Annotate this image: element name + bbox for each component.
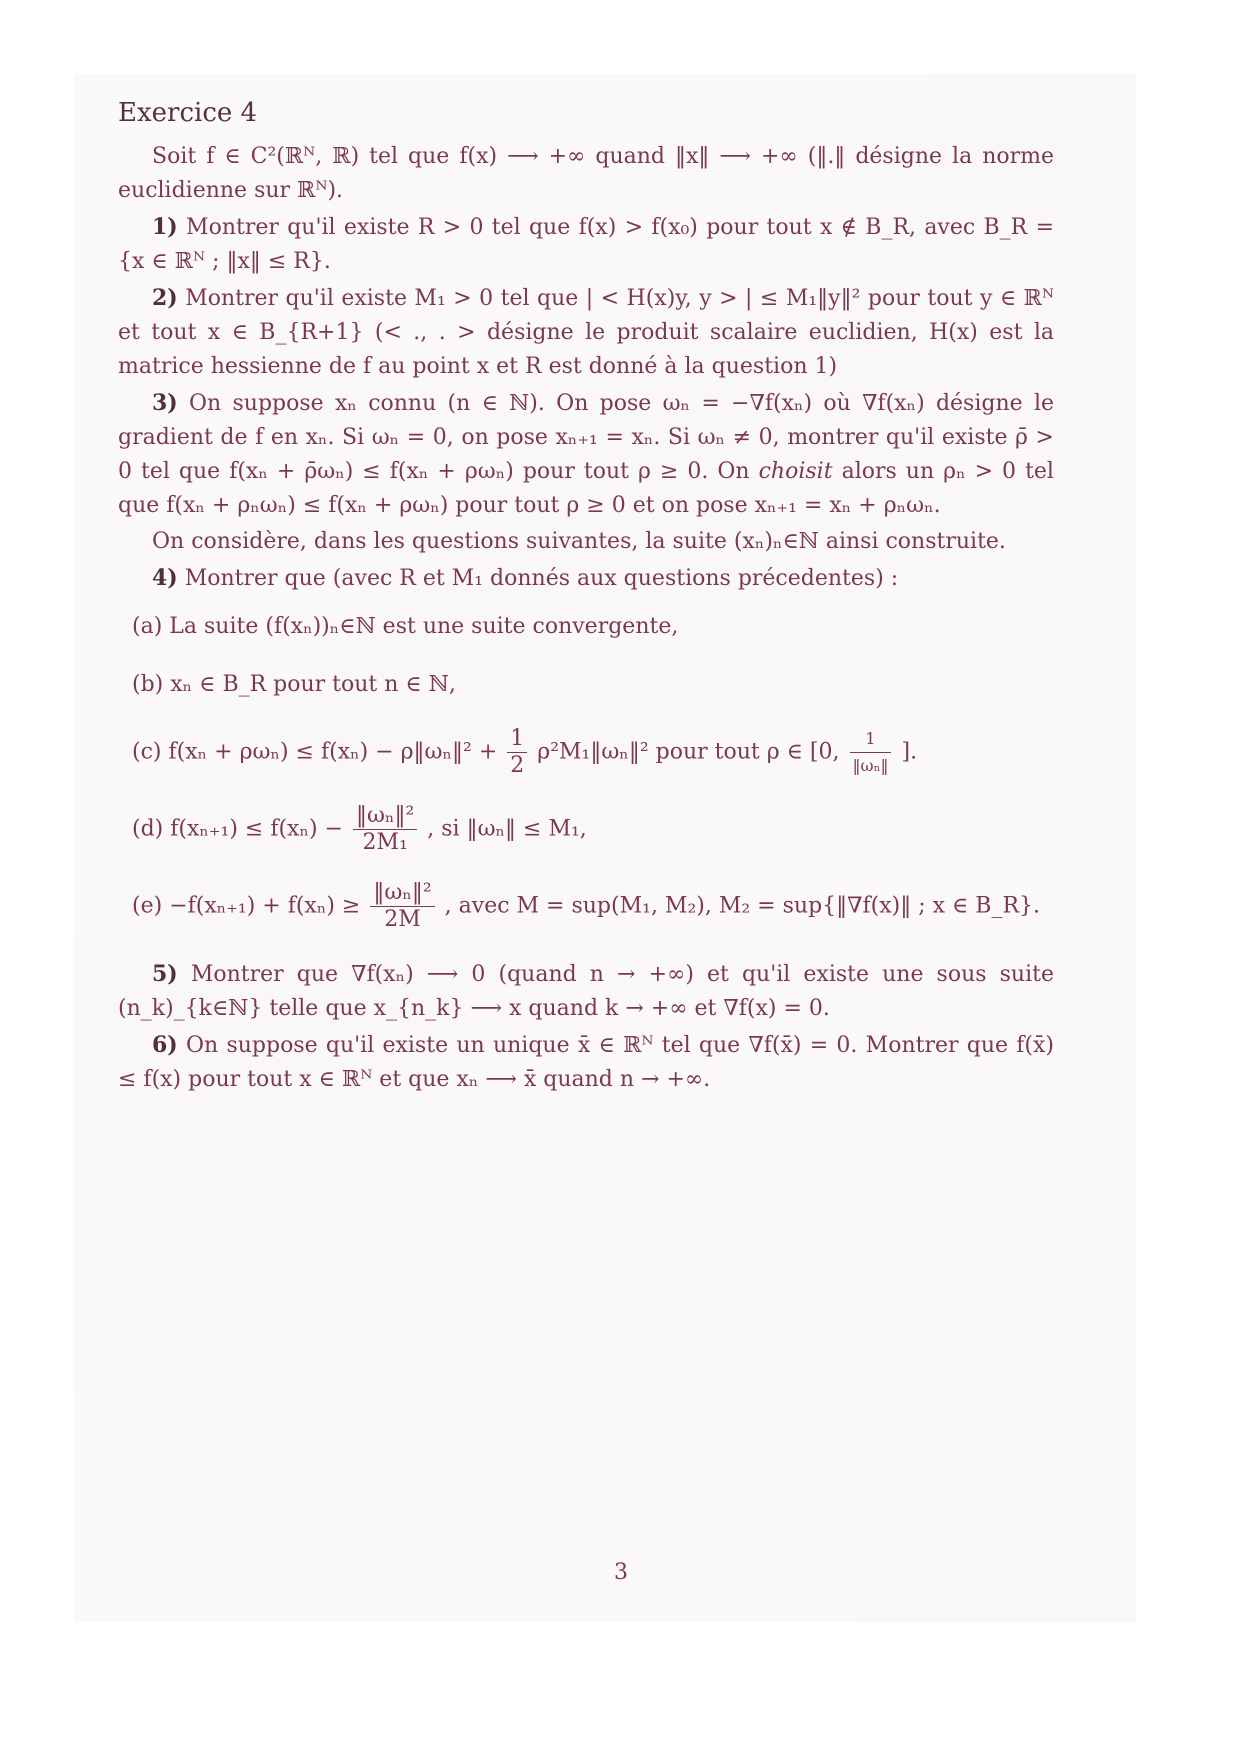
item-d-fraction	[353, 803, 417, 856]
item-a	[132, 610, 1054, 644]
item-c-fraction-2	[850, 726, 892, 779]
exercise-title: Exercice 4	[118, 98, 258, 128]
intro-text: Soit f ∈ C²(ℝᴺ, ℝ) tel que f(x) ⟶ +∞ quand ‖x‖ ⟶ +∞ (‖.‖ désigne la norme euclidienne sur ℝᴺ).	[118, 144, 1054, 203]
question-6-text: On suppose qu'il existe un unique x̄ ∈ ℝᴺ tel que ∇f(x̄) = 0. Montrer que f(x̄) ≤ f(x) pour tout x ∈ ℝᴺ et que xₙ ⟶ x̄ quand n → +∞.	[118, 1033, 1055, 1092]
question-5-number: 5)	[152, 961, 178, 987]
question-5	[118, 957, 1054, 1026]
item-a-label: (a)	[132, 614, 163, 639]
intro-paragraph	[118, 140, 1054, 208]
question-4-items	[132, 610, 1054, 933]
item-b-text: xₙ ∈ B_R pour tout n ∈ ℕ,	[170, 672, 456, 697]
item-c-denominator-2: ‖ωₙ‖	[852, 756, 889, 775]
question-3-text-a: On suppose xₙ connu (n ∈ ℕ). On pose ωₙ = −∇f(xₙ) où ∇f(xₙ) désigne le gradient de f en xₙ. Si ωₙ = 0, on pose xₙ₊₁ = xₙ. Si ωₙ ≠ 0, montrer qu'il existe ρ̄ > 0 tel que f(xₙ + ρ̄ωₙ) ≤ f(xₙ + ρωₙ) pour tout ρ ≥ 0. On	[118, 391, 1054, 484]
item-b-label: (b)	[132, 672, 164, 697]
item-e-pre: −f(xₙ₊₁) + f(xₙ) ≥	[169, 893, 361, 919]
item-e-post: , avec M = sup(M₁, M₂), M₂ = sup{‖∇f(x)‖ ; x ∈ B_R}.	[444, 893, 1041, 919]
question-1-number: 1)	[152, 214, 178, 240]
item-a-text: La suite (f(xₙ))ₙ∈ℕ est une suite convergente,	[169, 614, 679, 639]
item-e-denominator: 2M	[384, 907, 421, 932]
exercise-body	[118, 96, 1054, 1099]
consider-paragraph	[118, 525, 1054, 559]
item-c-pre: f(xₙ + ρωₙ) ≤ f(xₙ) − ρ‖ωₙ‖² +	[168, 739, 498, 765]
item-c	[132, 726, 1054, 779]
item-c-fraction	[507, 726, 527, 779]
item-d	[132, 803, 1054, 856]
question-1	[118, 210, 1054, 279]
question-5-text: Montrer que ∇f(xₙ) ⟶ 0 (quand n → +∞) et qu'il existe une sous suite (n_k)_{k∈ℕ} telle que x_{n_k} ⟶ x quand k → +∞ et ∇f(x) = 0.	[118, 962, 1054, 1021]
item-c-mid: ρ²M₁‖ωₙ‖² pour tout ρ ∈ [0,	[537, 739, 840, 765]
item-e-numerator: ‖ωₙ‖²	[370, 880, 434, 907]
question-3-text-b: alors un ρₙ > 0 tel que f(xₙ + ρₙωₙ) ≤ f(xₙ + ρωₙ) pour tout ρ ≥ 0 et on pose xₙ₊₁ = xₙ + ρₙωₙ.	[118, 459, 1054, 518]
consider-text: On considère, dans les questions suivantes, la suite (xₙ)ₙ∈ℕ ainsi construite.	[152, 529, 1006, 554]
question-6-number: 6)	[152, 1032, 178, 1058]
question-6	[118, 1028, 1054, 1097]
question-3	[118, 386, 1054, 523]
question-3-emphasis: choisit	[758, 459, 833, 484]
item-b	[132, 668, 1054, 702]
question-1-text: Montrer qu'il existe R > 0 tel que f(x) > f(x₀) pour tout x ∉ B_R, avec B_R = {x ∈ ℝᴺ ; ‖x‖ ≤ R}.	[118, 215, 1055, 274]
question-4-number: 4)	[152, 565, 178, 591]
item-c-numerator-2: 1	[850, 726, 892, 753]
question-2-text: Montrer qu'il existe M₁ > 0 tel que | < H(x)y, y > | ≤ M₁‖y‖² pour tout y ∈ ℝᴺ et tout x ∈ B_{R+1} (< ., . > désigne le produit scalaire euclidien, H(x) est la matrice hessienne de f au point x et R est donné à la question 1)	[118, 286, 1054, 379]
item-c-post: ].	[901, 739, 918, 765]
item-d-numerator: ‖ωₙ‖²	[353, 803, 417, 830]
item-e	[132, 880, 1054, 933]
item-e-label: (e)	[132, 893, 163, 919]
item-d-denominator: 2M₁	[362, 830, 408, 855]
item-d-label: (d)	[132, 816, 164, 842]
question-2-number: 2)	[152, 285, 178, 311]
item-d-post: , si ‖ωₙ‖ ≤ M₁,	[427, 816, 587, 842]
question-4-text: Montrer que (avec R et M₁ donnés aux questions précedentes) :	[184, 566, 899, 591]
item-d-pre: f(xₙ₊₁) ≤ f(xₙ) −	[170, 816, 343, 842]
item-c-label: (c)	[132, 739, 162, 765]
question-4	[118, 561, 1054, 596]
item-e-fraction	[370, 880, 434, 933]
question-3-number: 3)	[152, 390, 178, 416]
item-c-denominator: 2	[510, 753, 525, 778]
item-c-numerator: 1	[507, 726, 527, 753]
question-2	[118, 281, 1054, 384]
page-number: 3	[614, 1560, 628, 1585]
